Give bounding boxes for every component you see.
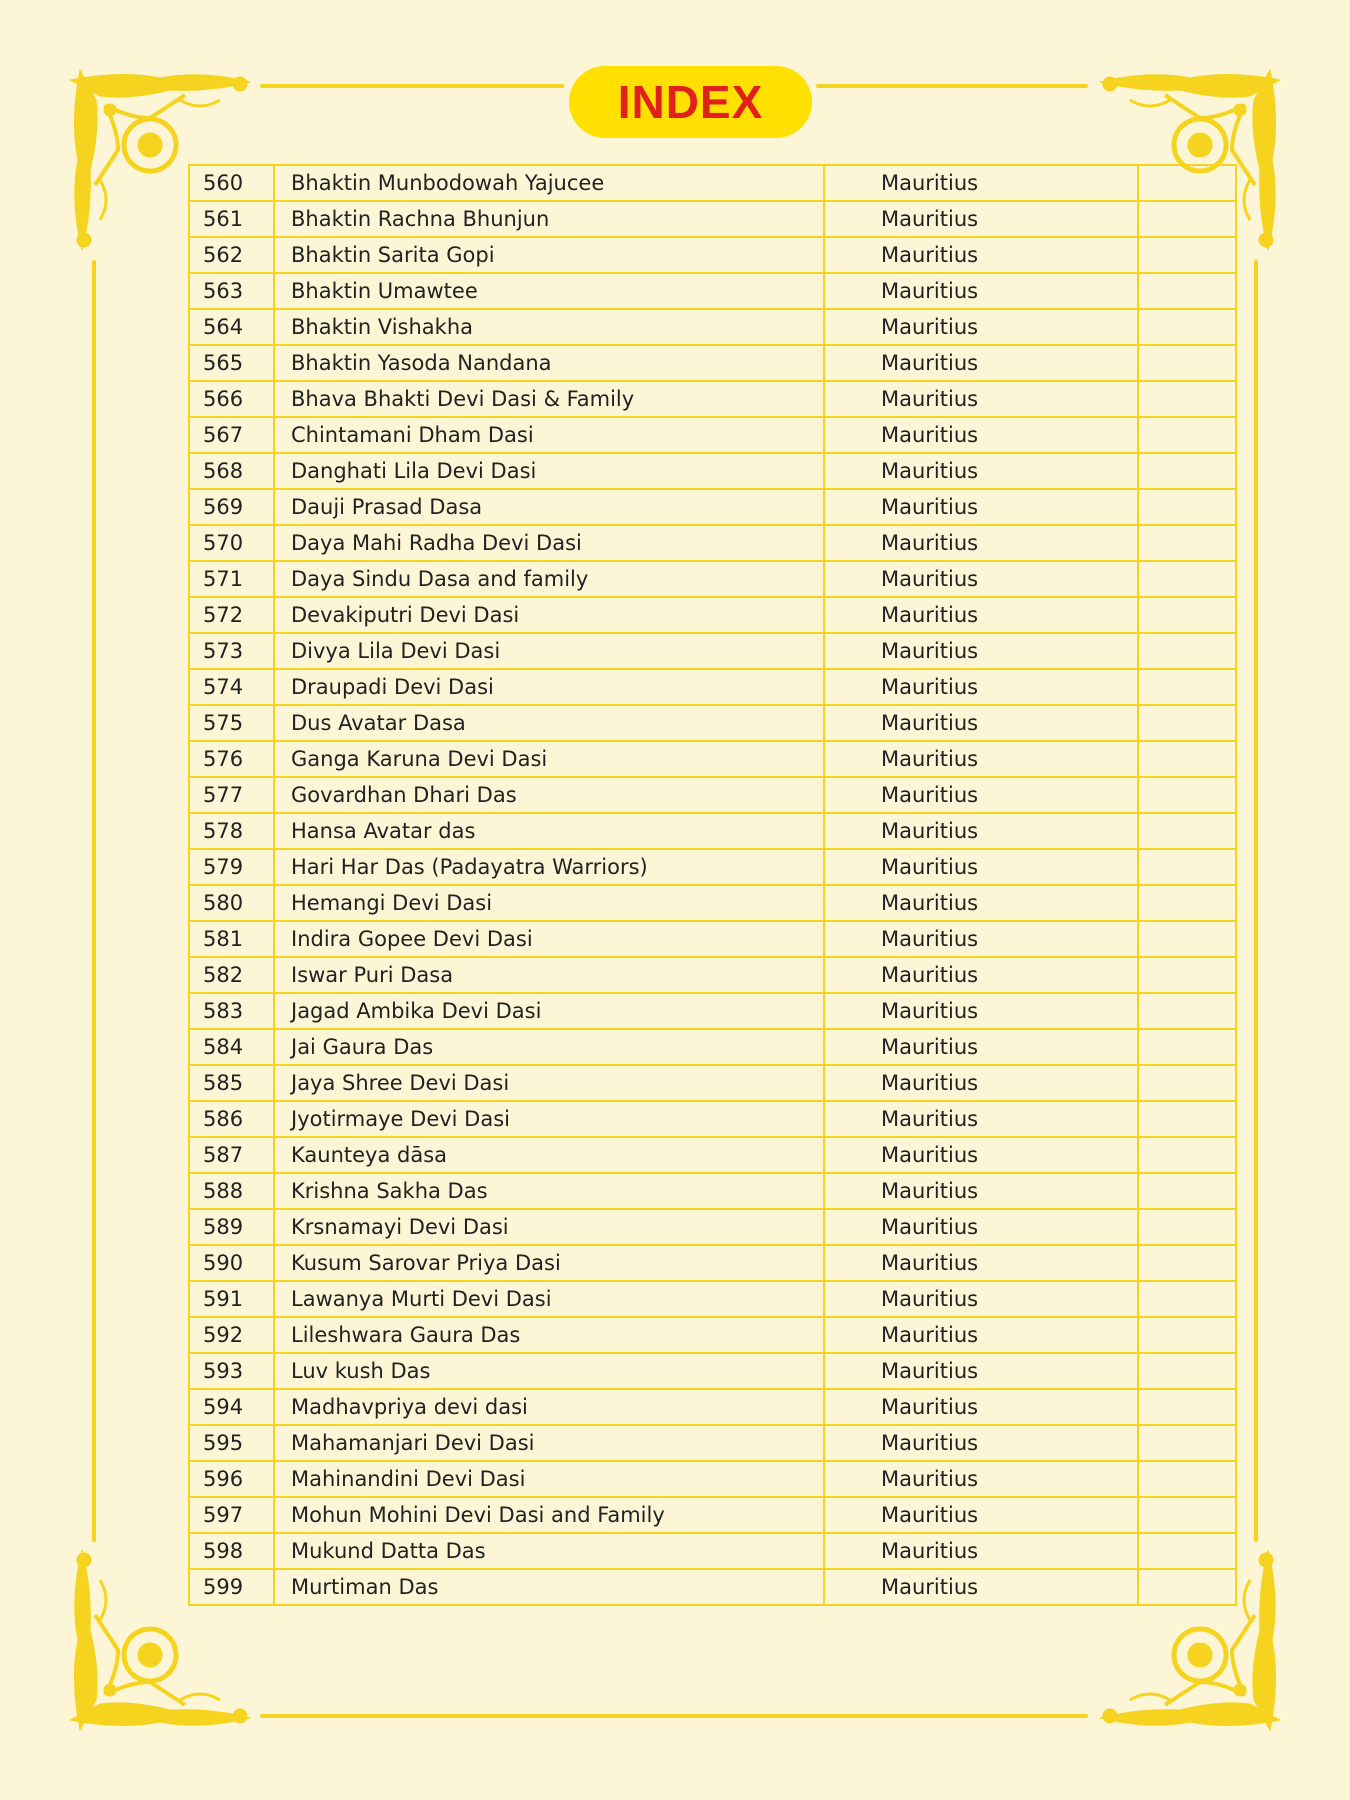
entry-country: Mauritius xyxy=(824,1209,1138,1245)
entry-number: 590 xyxy=(189,1245,274,1281)
entry-number: 598 xyxy=(189,1533,274,1569)
entry-page xyxy=(1138,165,1236,201)
entry-country: Mauritius xyxy=(824,1461,1138,1497)
entry-country: Mauritius xyxy=(824,1101,1138,1137)
entry-country: Mauritius xyxy=(824,957,1138,993)
table-row xyxy=(189,1065,1236,1101)
entry-name: Govardhan Dhari Das xyxy=(274,777,824,813)
entry-name: Jagad Ambika Devi Dasi xyxy=(274,993,824,1029)
table-row xyxy=(189,633,1236,669)
entry-name: Hansa Avatar das xyxy=(274,813,824,849)
entry-country: Mauritius xyxy=(824,561,1138,597)
entry-country: Mauritius xyxy=(824,1389,1138,1425)
entry-name: Kusum Sarovar Priya Dasi xyxy=(274,1245,824,1281)
entry-number: 581 xyxy=(189,921,274,957)
table-row xyxy=(189,309,1236,345)
entry-country: Mauritius xyxy=(824,345,1138,381)
table-row xyxy=(189,849,1236,885)
entry-country: Mauritius xyxy=(824,1245,1138,1281)
entry-name: Draupadi Devi Dasi xyxy=(274,669,824,705)
entry-page xyxy=(1138,849,1236,885)
entry-number: 589 xyxy=(189,1209,274,1245)
entry-country: Mauritius xyxy=(824,669,1138,705)
table-row xyxy=(189,885,1236,921)
entry-page xyxy=(1138,885,1236,921)
entry-country: Mauritius xyxy=(824,1533,1138,1569)
entry-name: Krsnamayi Devi Dasi xyxy=(274,1209,824,1245)
table-row xyxy=(189,777,1236,813)
entry-name: Jaya Shree Devi Dasi xyxy=(274,1065,824,1101)
entry-country: Mauritius xyxy=(824,633,1138,669)
entry-number: 573 xyxy=(189,633,274,669)
entry-page xyxy=(1138,1281,1236,1317)
entry-name: Chintamani Dham Dasi xyxy=(274,417,824,453)
entry-page xyxy=(1138,1317,1236,1353)
table-row xyxy=(189,381,1236,417)
table-row xyxy=(189,741,1236,777)
entry-page xyxy=(1138,1461,1236,1497)
entry-number: 568 xyxy=(189,453,274,489)
table-row xyxy=(189,273,1236,309)
entry-name: Luv kush Das xyxy=(274,1353,824,1389)
table-row xyxy=(189,345,1236,381)
entry-country: Mauritius xyxy=(824,1425,1138,1461)
table-row xyxy=(189,1281,1236,1317)
entry-page xyxy=(1138,1209,1236,1245)
entry-page xyxy=(1138,1173,1236,1209)
entry-number: 587 xyxy=(189,1137,274,1173)
entry-name: Bhaktin Sarita Gopi xyxy=(274,237,824,273)
entry-country: Mauritius xyxy=(824,489,1138,525)
entry-page xyxy=(1138,345,1236,381)
entry-number: 576 xyxy=(189,741,274,777)
table-row xyxy=(189,1173,1236,1209)
index-table xyxy=(188,164,1237,1606)
entry-number: 564 xyxy=(189,309,274,345)
entry-number: 565 xyxy=(189,345,274,381)
entry-page xyxy=(1138,561,1236,597)
entry-country: Mauritius xyxy=(824,993,1138,1029)
entry-country: Mauritius xyxy=(824,705,1138,741)
table-row xyxy=(189,489,1236,525)
entry-name: Bhaktin Rachna Bhunjun xyxy=(274,201,824,237)
entry-number: 577 xyxy=(189,777,274,813)
entry-name: Devakiputri Devi Dasi xyxy=(274,597,824,633)
entry-page xyxy=(1138,381,1236,417)
entry-name: Iswar Puri Dasa xyxy=(274,957,824,993)
entry-page xyxy=(1138,777,1236,813)
entry-page xyxy=(1138,957,1236,993)
entry-page xyxy=(1138,921,1236,957)
entry-number: 585 xyxy=(189,1065,274,1101)
table-row xyxy=(189,1317,1236,1353)
table-row xyxy=(189,1497,1236,1533)
entry-number: 582 xyxy=(189,957,274,993)
entry-number: 566 xyxy=(189,381,274,417)
entry-country: Mauritius xyxy=(824,1029,1138,1065)
entry-name: Daya Mahi Radha Devi Dasi xyxy=(274,525,824,561)
entry-number: 592 xyxy=(189,1317,274,1353)
table-row xyxy=(189,993,1236,1029)
entry-name: Mukund Datta Das xyxy=(274,1533,824,1569)
entry-name: Mahinandini Devi Dasi xyxy=(274,1461,824,1497)
entry-name: Lawanya Murti Devi Dasi xyxy=(274,1281,824,1317)
table-row xyxy=(189,813,1236,849)
entry-name: Hemangi Devi Dasi xyxy=(274,885,824,921)
entry-name: Madhavpriya devi dasi xyxy=(274,1389,824,1425)
entry-name: Bhaktin Yasoda Nandana xyxy=(274,345,824,381)
entry-name: Jai Gaura Das xyxy=(274,1029,824,1065)
entry-number: 578 xyxy=(189,813,274,849)
entry-number: 591 xyxy=(189,1281,274,1317)
entry-page xyxy=(1138,741,1236,777)
entry-page xyxy=(1138,1065,1236,1101)
table-row xyxy=(189,1353,1236,1389)
entry-name: Bhava Bhakti Devi Dasi & Family xyxy=(274,381,824,417)
entry-country: Mauritius xyxy=(824,813,1138,849)
table-row xyxy=(189,1389,1236,1425)
entry-number: 586 xyxy=(189,1101,274,1137)
table-row xyxy=(189,597,1236,633)
entry-number: 588 xyxy=(189,1173,274,1209)
table-row xyxy=(189,957,1236,993)
entry-country: Mauritius xyxy=(824,1065,1138,1101)
entry-page xyxy=(1138,993,1236,1029)
entry-number: 597 xyxy=(189,1497,274,1533)
table-row xyxy=(189,561,1236,597)
entry-name: Bhaktin Umawtee xyxy=(274,273,824,309)
entry-name: Divya Lila Devi Dasi xyxy=(274,633,824,669)
entry-name: Ganga Karuna Devi Dasi xyxy=(274,741,824,777)
entry-name: Krishna Sakha Das xyxy=(274,1173,824,1209)
entry-number: 574 xyxy=(189,669,274,705)
entry-page xyxy=(1138,237,1236,273)
entry-number: 572 xyxy=(189,597,274,633)
entry-number: 596 xyxy=(189,1461,274,1497)
entry-country: Mauritius xyxy=(824,1137,1138,1173)
entry-page xyxy=(1138,1569,1236,1605)
entry-page xyxy=(1138,1353,1236,1389)
entry-country: Mauritius xyxy=(824,885,1138,921)
entry-name: Mahamanjari Devi Dasi xyxy=(274,1425,824,1461)
table-row xyxy=(189,1461,1236,1497)
entry-page xyxy=(1138,525,1236,561)
entry-page xyxy=(1138,201,1236,237)
entry-country: Mauritius xyxy=(824,1317,1138,1353)
table-row xyxy=(189,1245,1236,1281)
entry-name: Hari Har Das (Padayatra Warriors) xyxy=(274,849,824,885)
entry-number: 561 xyxy=(189,201,274,237)
entry-number: 562 xyxy=(189,237,274,273)
entry-number: 599 xyxy=(189,1569,274,1605)
entry-name: Bhaktin Munbodowah Yajucee xyxy=(274,165,824,201)
entry-country: Mauritius xyxy=(824,201,1138,237)
entry-page xyxy=(1138,1425,1236,1461)
entry-number: 595 xyxy=(189,1425,274,1461)
entry-country: Mauritius xyxy=(824,1173,1138,1209)
entry-name: Jyotirmaye Devi Dasi xyxy=(274,1101,824,1137)
entry-page xyxy=(1138,417,1236,453)
entry-page xyxy=(1138,309,1236,345)
entry-country: Mauritius xyxy=(824,777,1138,813)
entry-number: 560 xyxy=(189,165,274,201)
entry-name: Kaunteya dāsa xyxy=(274,1137,824,1173)
entry-number: 583 xyxy=(189,993,274,1029)
table-row xyxy=(189,201,1236,237)
table-row xyxy=(189,1209,1236,1245)
table-row xyxy=(189,921,1236,957)
table-row xyxy=(189,417,1236,453)
entry-name: Dus Avatar Dasa xyxy=(274,705,824,741)
entry-number: 563 xyxy=(189,273,274,309)
table-row xyxy=(189,1533,1236,1569)
entry-number: 571 xyxy=(189,561,274,597)
entry-number: 593 xyxy=(189,1353,274,1389)
entry-country: Mauritius xyxy=(824,309,1138,345)
entry-number: 575 xyxy=(189,705,274,741)
table-row xyxy=(189,705,1236,741)
entry-page xyxy=(1138,633,1236,669)
entry-name: Dauji Prasad Dasa xyxy=(274,489,824,525)
entry-country: Mauritius xyxy=(824,417,1138,453)
entry-page xyxy=(1138,1533,1236,1569)
entry-number: 594 xyxy=(189,1389,274,1425)
entry-country: Mauritius xyxy=(824,1353,1138,1389)
entry-page xyxy=(1138,1137,1236,1173)
entry-country: Mauritius xyxy=(824,1497,1138,1533)
entry-name: Indira Gopee Devi Dasi xyxy=(274,921,824,957)
entry-page xyxy=(1138,489,1236,525)
entry-country: Mauritius xyxy=(824,525,1138,561)
table-row xyxy=(189,525,1236,561)
entry-page xyxy=(1138,705,1236,741)
table-row xyxy=(189,1425,1236,1461)
entry-number: 570 xyxy=(189,525,274,561)
table-row xyxy=(189,237,1236,273)
entry-country: Mauritius xyxy=(824,1281,1138,1317)
entry-name: Danghati Lila Devi Dasi xyxy=(274,453,824,489)
entry-number: 584 xyxy=(189,1029,274,1065)
entry-country: Mauritius xyxy=(824,1569,1138,1605)
entry-number: 579 xyxy=(189,849,274,885)
entry-page xyxy=(1138,1389,1236,1425)
entry-page xyxy=(1138,597,1236,633)
entry-country: Mauritius xyxy=(824,849,1138,885)
table-row xyxy=(189,669,1236,705)
table-row xyxy=(189,1569,1236,1605)
entry-country: Mauritius xyxy=(824,273,1138,309)
entry-name: Murtiman Das xyxy=(274,1569,824,1605)
entry-page xyxy=(1138,1245,1236,1281)
entry-country: Mauritius xyxy=(824,237,1138,273)
entry-name: Daya Sindu Dasa and family xyxy=(274,561,824,597)
entry-country: Mauritius xyxy=(824,741,1138,777)
entry-page xyxy=(1138,1497,1236,1533)
entry-name: Lileshwara Gaura Das xyxy=(274,1317,824,1353)
entry-page xyxy=(1138,1029,1236,1065)
entry-country: Mauritius xyxy=(824,381,1138,417)
table-row xyxy=(189,1137,1236,1173)
entry-page xyxy=(1138,813,1236,849)
entry-number: 580 xyxy=(189,885,274,921)
entry-page xyxy=(1138,1101,1236,1137)
table-row xyxy=(189,165,1236,201)
entry-country: Mauritius xyxy=(824,165,1138,201)
entry-name: Bhaktin Vishakha xyxy=(274,309,824,345)
entry-country: Mauritius xyxy=(824,597,1138,633)
entry-number: 567 xyxy=(189,417,274,453)
table-row xyxy=(189,1101,1236,1137)
entry-page xyxy=(1138,453,1236,489)
table-row xyxy=(189,453,1236,489)
entry-number: 569 xyxy=(189,489,274,525)
entry-page xyxy=(1138,273,1236,309)
entry-country: Mauritius xyxy=(824,453,1138,489)
entry-country: Mauritius xyxy=(824,921,1138,957)
table-row xyxy=(189,1029,1236,1065)
page-title: INDEX xyxy=(617,76,764,128)
title-badge xyxy=(569,66,812,138)
entry-name: Mohun Mohini Devi Dasi and Family xyxy=(274,1497,824,1533)
entry-page xyxy=(1138,669,1236,705)
